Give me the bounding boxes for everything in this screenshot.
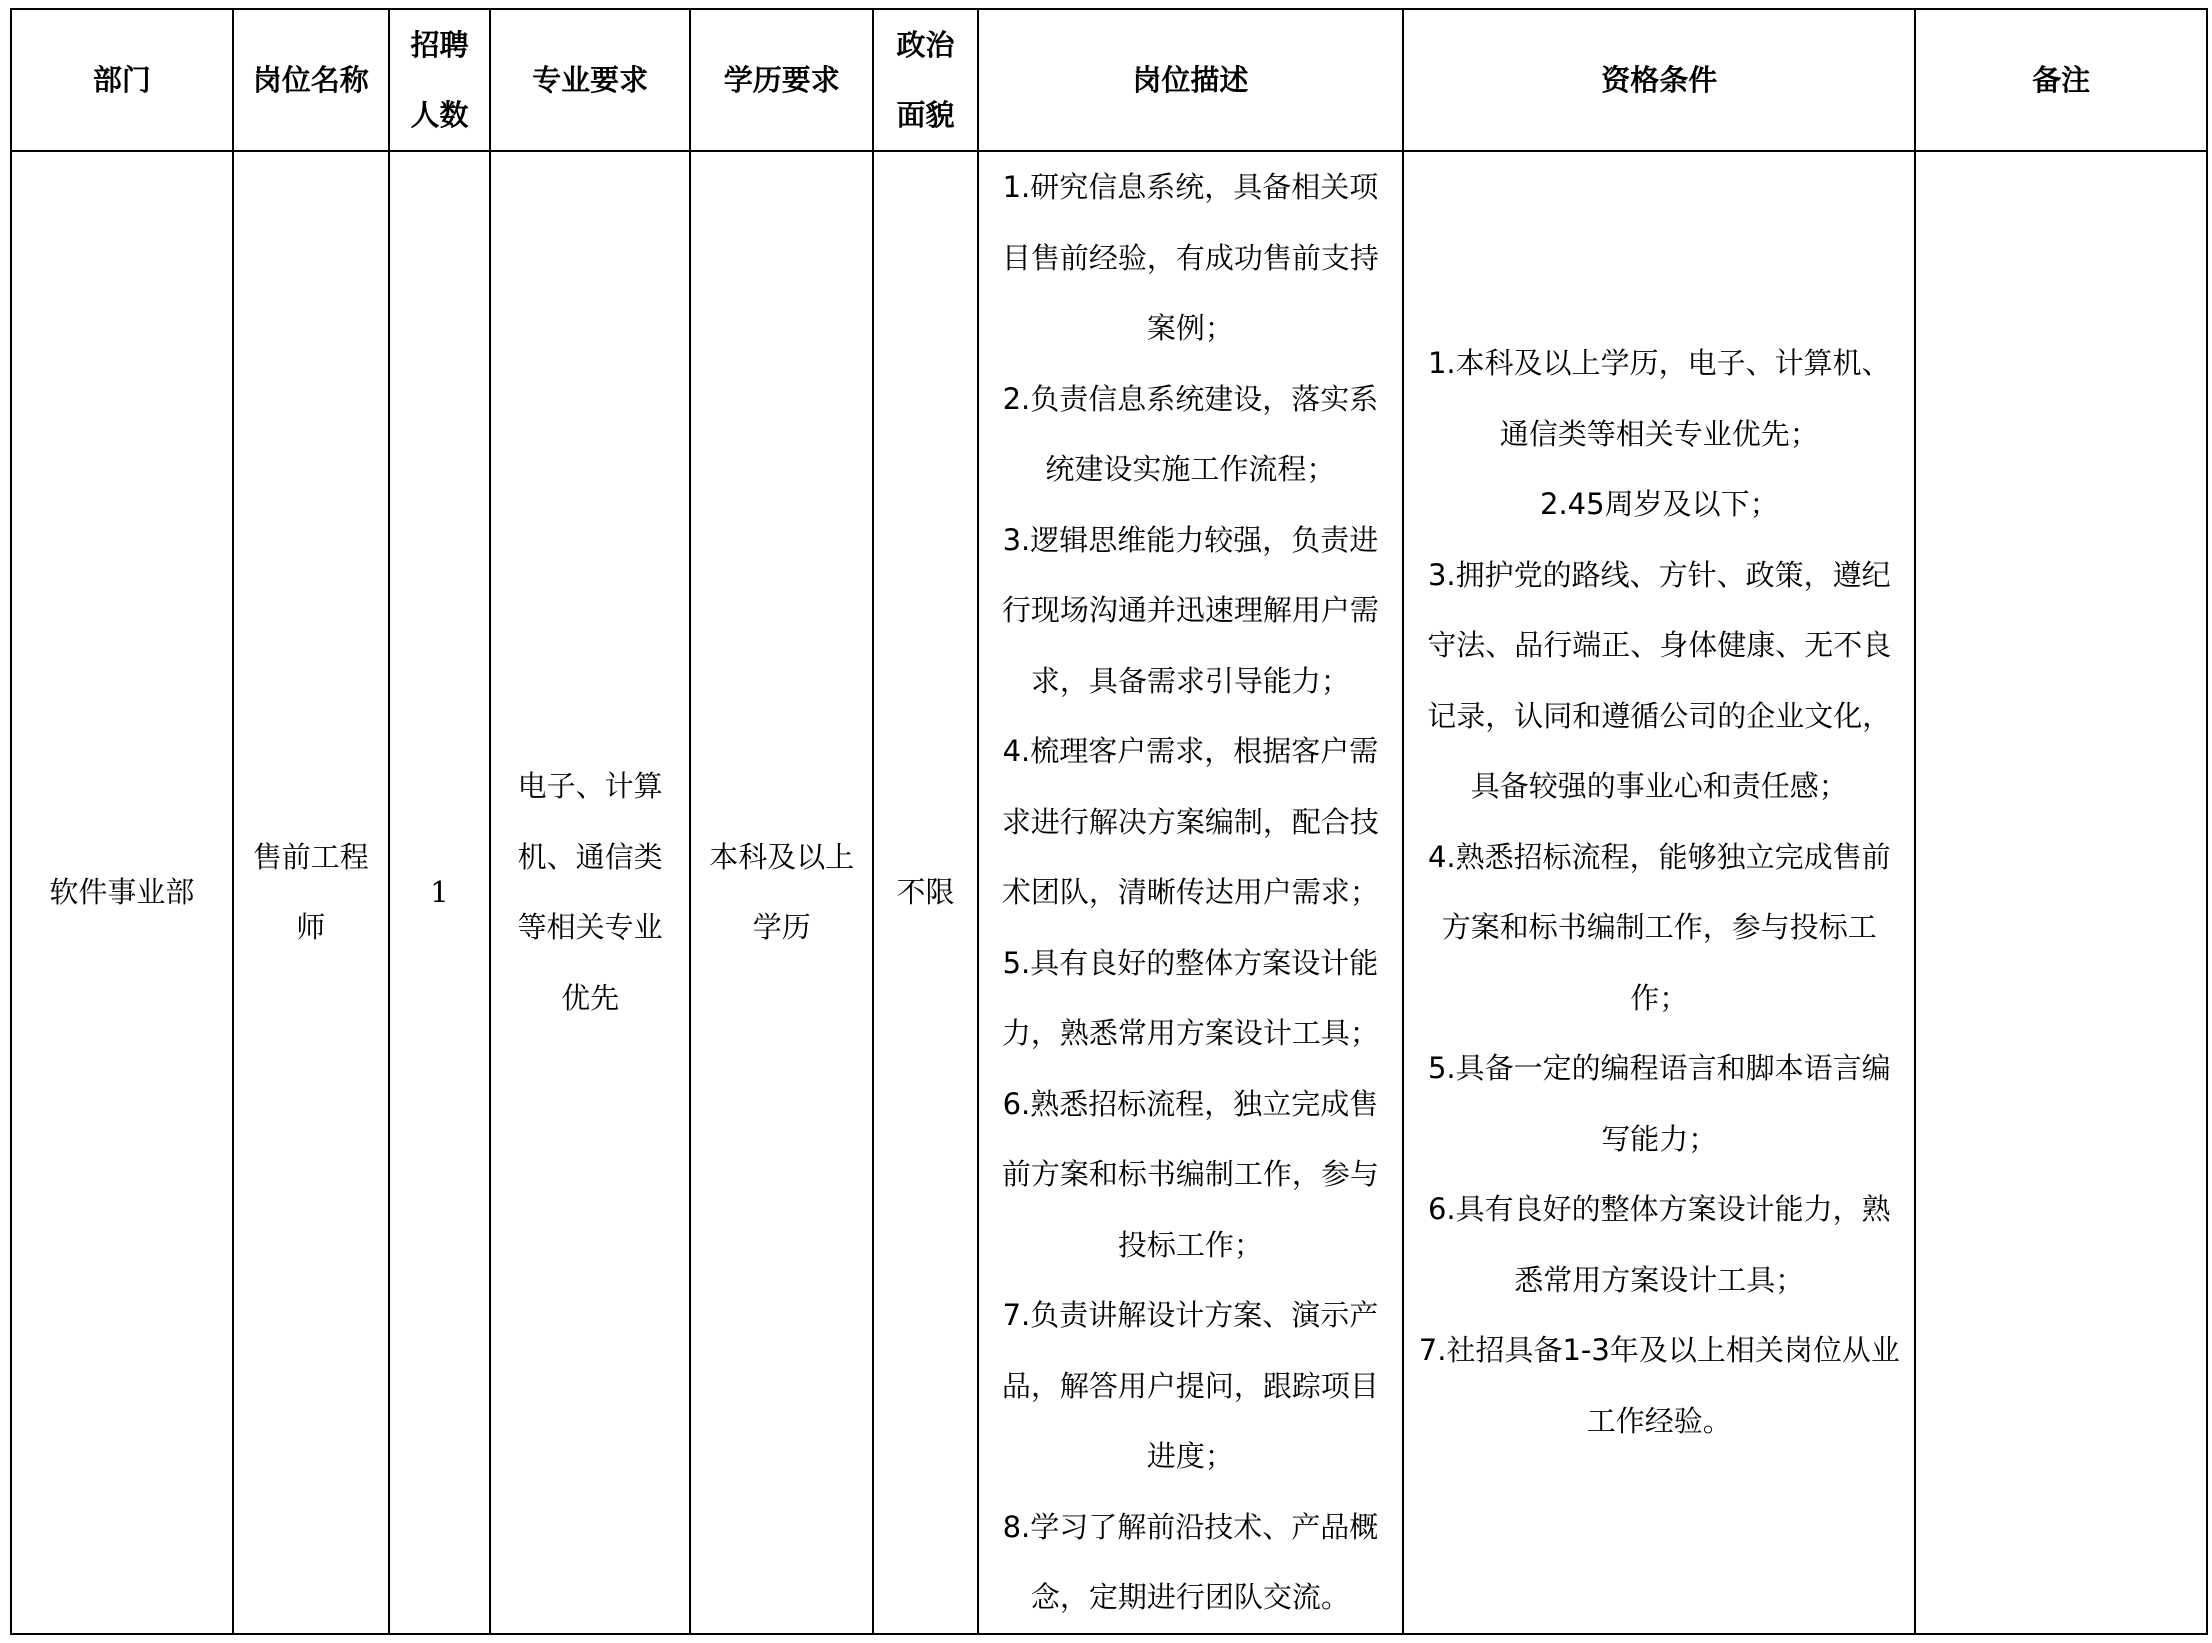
header-qualifications: 资格条件 <box>1403 9 1915 151</box>
table-header-row <box>11 9 2207 151</box>
qualification-item: 4.熟悉招标流程，能够独立完成售前方案和标书编制工作，参与投标工作； <box>1427 839 1891 1015</box>
qualification-item: 3.拥护党的路线、方针、政策，遵纪守法、品行端正、身体健康、无不良记录，认同和遵循公司的企业文化，具备较强的事业心和责任感； <box>1427 557 1892 804</box>
description-item: 5.具有良好的整体方案设计能力，熟悉常用方案设计工具； <box>1001 945 1379 1050</box>
description-item: 1.研究信息系统，具备相关项目售前经验，有成功售前支持案例； <box>1001 170 1379 345</box>
cell-description <box>978 151 1404 1634</box>
description-item: 7.负责讲解设计方案、演示产品，解答用户提问，跟踪项目进度； <box>1001 1298 1379 1473</box>
cell-remarks <box>1915 151 2207 1634</box>
header-major: 专业要求 <box>490 9 690 151</box>
cell-department: 软件事业部 <box>11 151 233 1634</box>
description-item: 2.负责信息系统建设，落实系统建设实施工作流程； <box>1002 381 1379 486</box>
qualification-item: 2.45周岁及以下； <box>1540 487 1779 522</box>
recruitment-table <box>10 8 2208 1635</box>
header-remarks: 备注 <box>1915 9 2207 151</box>
header-political: 政治面貌 <box>873 9 977 151</box>
header-position: 岗位名称 <box>233 9 389 151</box>
header-department: 部门 <box>11 9 233 151</box>
description-item: 6.熟悉招标流程，独立完成售前方案和标书编制工作，参与投标工作； <box>1001 1086 1379 1262</box>
header-education: 学历要求 <box>690 9 873 151</box>
qualification-item: 5.具备一定的编程语言和脚本语言编写能力； <box>1427 1051 1891 1156</box>
description-item: 8.学习了解前沿技术、产品概念，定期进行团队交流。 <box>1002 1509 1379 1614</box>
table-row <box>11 151 2207 1634</box>
qualification-item: 7.社招具备1-3年及以上相关岗位从业工作经验。 <box>1418 1333 1900 1438</box>
cell-headcount: 1 <box>389 151 490 1634</box>
description-item: 4.梳理客户需求，根据客户需求进行解决方案编制，配合技术团队，清晰传达用户需求； <box>1001 734 1379 909</box>
description-item: 3.逻辑思维能力较强，负责进行现场沟通并迅速理解用户需求，具备需求引导能力； <box>1001 522 1379 698</box>
qualification-item: 6.具有良好的整体方案设计能力，熟悉常用方案设计工具； <box>1427 1192 1891 1297</box>
cell-position: 售前工程师 <box>233 151 389 1634</box>
qualification-item: 1.本科及以上学历，电子、计算机、通信类等相关专业优先； <box>1427 346 1891 451</box>
header-headcount: 招聘人数 <box>389 9 490 151</box>
cell-qualifications <box>1403 151 1915 1634</box>
cell-education: 本科及以上学历 <box>690 151 873 1634</box>
header-description: 岗位描述 <box>978 9 1404 151</box>
cell-political: 不限 <box>873 151 977 1634</box>
cell-major: 电子、计算机、通信类等相关专业优先 <box>490 151 690 1634</box>
